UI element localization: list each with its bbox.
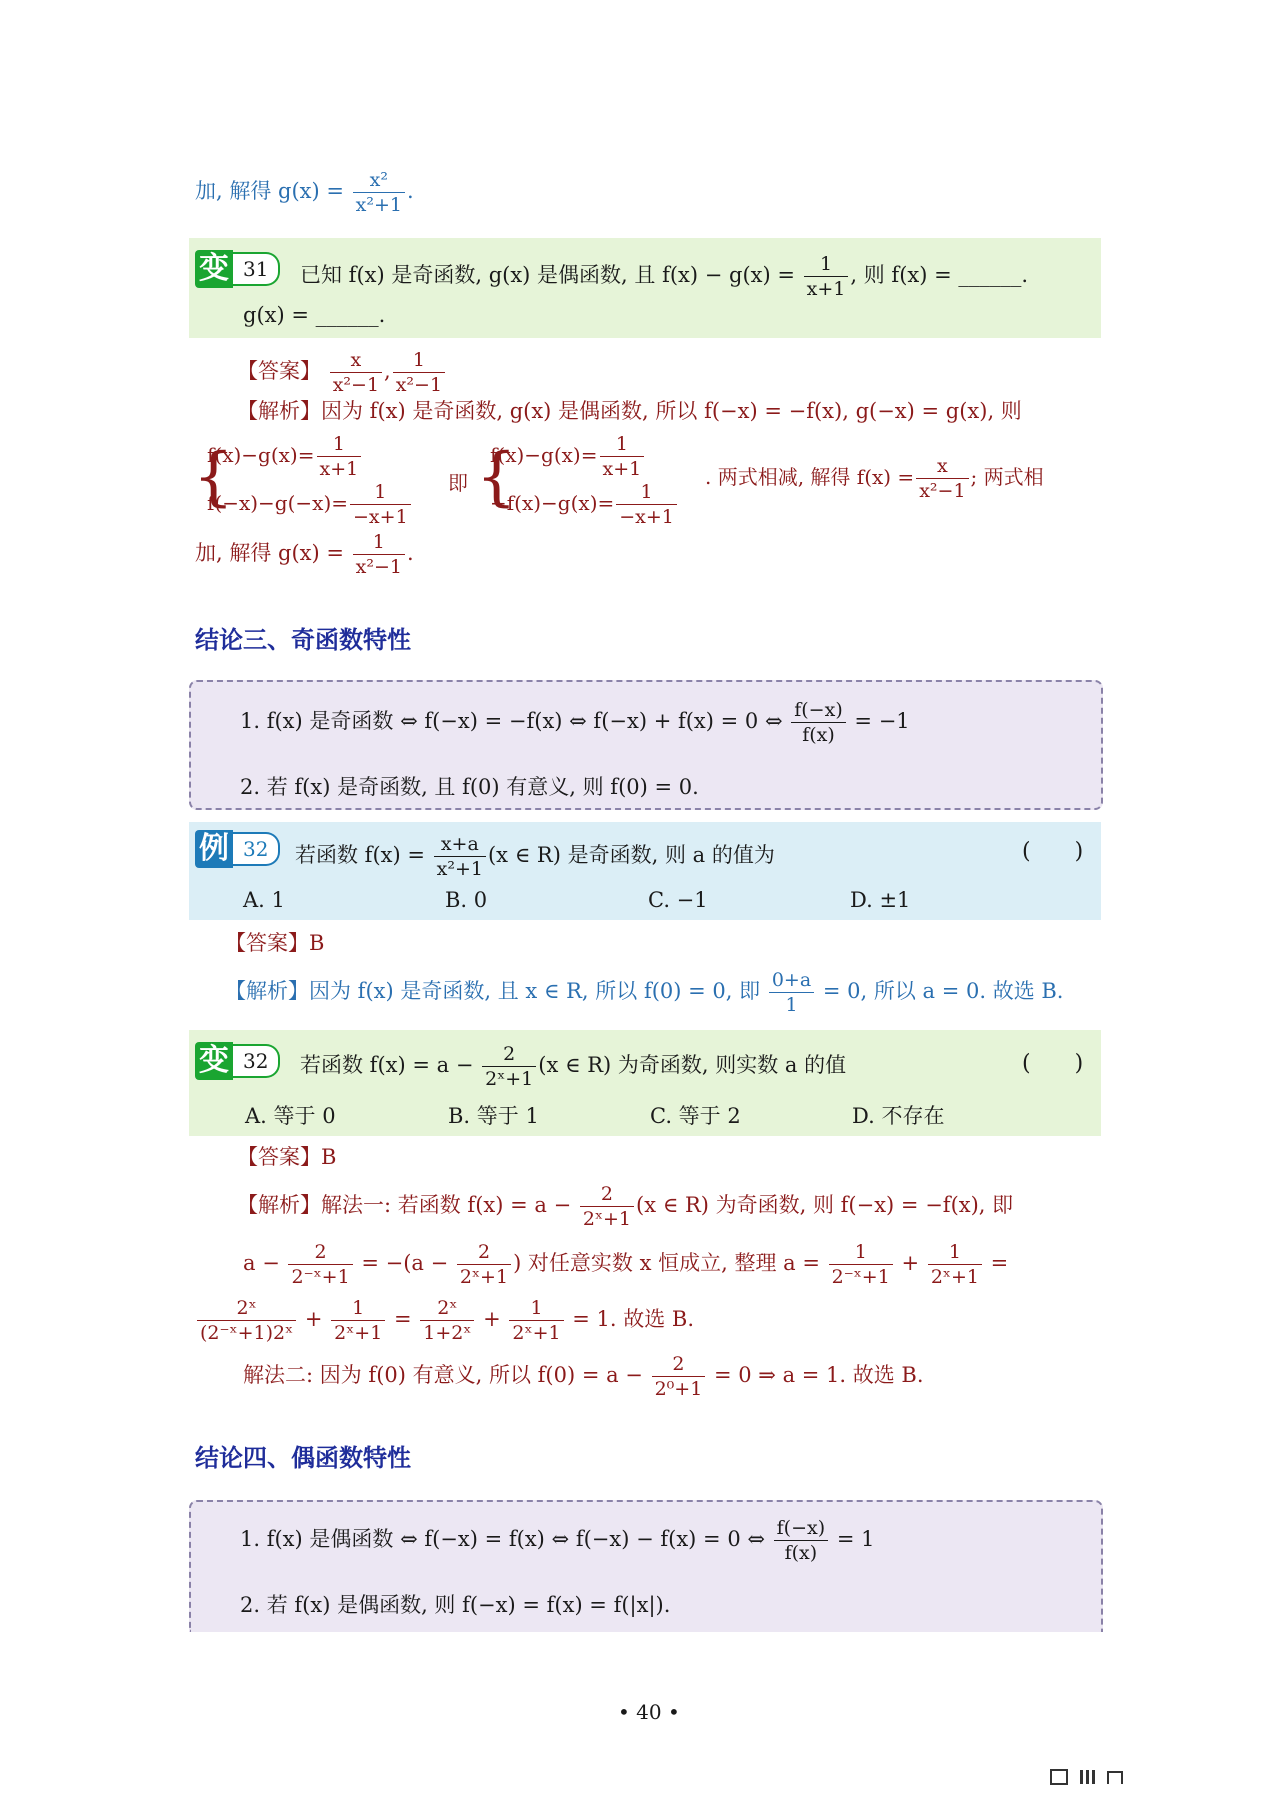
tag-number: 31 xyxy=(233,252,280,286)
fraction xyxy=(331,1296,385,1345)
denominator: x²−1 xyxy=(395,374,443,396)
solution-variant-32-line3 xyxy=(195,1296,694,1345)
denominator: 2ˣ+1 xyxy=(334,1322,383,1344)
image-toolbar[interactable] xyxy=(1048,1766,1126,1788)
answer-32 xyxy=(225,928,324,958)
numerator: 2 xyxy=(457,1240,511,1265)
text: . 两式相减, 解得 f(x) = xyxy=(705,465,915,489)
solution-31-tail xyxy=(195,530,414,579)
denominator: 2ˣ+1 xyxy=(582,1208,632,1230)
fraction xyxy=(791,698,846,747)
text: = 1. 故选 B. xyxy=(572,1307,695,1331)
text: 加, 解得 g(x) = xyxy=(195,541,344,565)
text: −f(x)−g(x)= xyxy=(490,491,615,515)
tag-char: 变 xyxy=(195,1042,233,1080)
fraction xyxy=(434,832,486,881)
text: f(−x)−g(−x)= xyxy=(207,491,349,515)
conclusion-3-line2: 2. 若 f(x) 是奇函数, 且 f(0) 有意义, 则 f(0) = 0. xyxy=(240,775,699,799)
numerator: 1 xyxy=(509,1296,563,1321)
answer-value: B xyxy=(309,931,325,955)
text: 加, 解得 g(x) = xyxy=(195,179,344,203)
option-b: B. 等于 1 xyxy=(448,1104,539,1128)
conclusion-4-line2: 2. 若 f(x) 是偶函数, 则 f(−x) = f(x) = f(|x|). xyxy=(240,1593,671,1617)
denominator: x²−1 xyxy=(355,556,402,578)
fraction xyxy=(652,1352,706,1401)
numerator: f(−x) xyxy=(774,1516,829,1541)
section-heading-4: 结论四、偶函数特性 xyxy=(195,1444,411,1472)
text: f(x)−g(x)= xyxy=(490,443,598,467)
fraction xyxy=(288,1240,352,1289)
text: , xyxy=(384,359,391,383)
variant-31-tag xyxy=(195,250,280,288)
numerator: x+a xyxy=(434,832,486,857)
denominator: 2⁻ˣ+1 xyxy=(831,1266,890,1288)
tag-char: 例 xyxy=(195,830,233,868)
page-number: • 40 • xyxy=(618,1700,680,1724)
denominator: x+1 xyxy=(602,458,642,480)
denominator: −x+1 xyxy=(353,506,408,528)
text: (x ∈ R) 是奇函数, 则 a 的值为 xyxy=(487,843,775,867)
numerator: 1 xyxy=(331,1296,385,1321)
text: 1. f(x) 是奇函数 ⇔ f(−x) = −f(x) ⇔ f(−x) + f(x) = 0 ⇔ xyxy=(240,709,783,733)
variant-31-question-line2: g(x) = ______. xyxy=(243,303,386,327)
text: 若函数 f(x) = xyxy=(295,843,425,867)
fraction xyxy=(317,432,362,481)
variant-32-tag xyxy=(195,1042,280,1080)
text: ; 两式相 xyxy=(970,465,1044,489)
fraction xyxy=(393,348,445,397)
text: ) 对任意实数 x 恒成立, 整理 a = xyxy=(513,1251,820,1275)
tag-char: 变 xyxy=(195,250,233,288)
denominator: 1+2ˣ xyxy=(423,1322,472,1344)
denominator: 1 xyxy=(785,994,798,1016)
fraction xyxy=(928,1240,982,1289)
fraction xyxy=(616,480,677,529)
brace-left-1: { xyxy=(193,440,234,514)
bars-icon[interactable] xyxy=(1076,1766,1098,1788)
fraction xyxy=(509,1296,563,1345)
denominator: x²+1 xyxy=(436,858,483,880)
text: 解法二: 因为 f(0) 有意义, 所以 f(0) = a − xyxy=(243,1363,643,1387)
numerator: 1 xyxy=(928,1240,982,1265)
system-2-eq-2 xyxy=(490,480,679,529)
numerator: 2 xyxy=(652,1352,706,1377)
option-a: A. 等于 0 xyxy=(245,1104,336,1128)
fraction xyxy=(774,1516,829,1565)
answer-31 xyxy=(237,348,447,397)
answer-value: B xyxy=(321,1145,337,1169)
denominator: x+1 xyxy=(319,458,359,480)
system-1-eq-2 xyxy=(207,480,413,529)
option-b: B. 0 xyxy=(445,888,488,912)
option-c: C. −1 xyxy=(648,888,708,912)
denominator: (2⁻ˣ+1)2ˣ xyxy=(200,1322,294,1344)
system-1-eq-1 xyxy=(207,432,363,481)
fraction xyxy=(457,1240,511,1289)
tag-number: 32 xyxy=(233,1044,280,1078)
example-32-tag xyxy=(195,830,280,868)
denominator: f(x) xyxy=(784,1542,818,1564)
denominator: x²−1 xyxy=(919,480,966,502)
answer-variant-32 xyxy=(237,1142,336,1172)
numerator: 1 xyxy=(353,530,405,555)
option-d: D. 不存在 xyxy=(852,1104,945,1128)
denominator: 2ˣ+1 xyxy=(485,1068,534,1090)
text: + xyxy=(483,1307,501,1331)
text: = −(a − xyxy=(361,1251,449,1275)
answer-label: 【答案】 xyxy=(237,1145,321,1169)
variant-32-question xyxy=(300,1042,846,1091)
numerator: x² xyxy=(353,168,405,193)
numerator: 1 xyxy=(804,252,849,277)
text: 1. f(x) 是偶函数 ⇔ f(−x) = f(x) ⇔ f(−x) − f(x) = 0 ⇔ xyxy=(240,1527,765,1551)
numerator: 2 xyxy=(580,1182,634,1207)
numerator: 1 xyxy=(350,480,411,505)
corner-icon[interactable] xyxy=(1104,1766,1126,1788)
denominator: x²−1 xyxy=(332,374,380,396)
denominator: 2ˣ+1 xyxy=(930,1266,979,1288)
solution-label: 【解析】 xyxy=(237,399,321,423)
denominator: −x+1 xyxy=(619,506,674,528)
text: + xyxy=(304,1307,323,1331)
solution-variant-32-line1 xyxy=(237,1182,1013,1231)
fraction xyxy=(916,454,968,503)
numerator: 1 xyxy=(829,1240,893,1265)
text: a − xyxy=(243,1251,280,1275)
text: = xyxy=(990,1251,1009,1275)
text: 解法一: 若函数 f(x) = a − xyxy=(321,1193,572,1217)
conclusion-3-line1 xyxy=(240,698,910,747)
prev-solution-tail xyxy=(195,168,414,217)
fraction xyxy=(829,1240,893,1289)
answer-blank: ( ) xyxy=(1022,839,1084,864)
denominator: 2⁻ˣ+1 xyxy=(291,1266,350,1288)
section-heading-3: 结论三、奇函数特性 xyxy=(195,626,411,654)
denominator: f(x) xyxy=(802,724,835,746)
fraction xyxy=(353,530,405,579)
example-32-question xyxy=(295,832,775,881)
numerator: 1 xyxy=(317,432,362,457)
fraction xyxy=(353,168,405,217)
solution-label: 【解析】 xyxy=(237,1193,321,1217)
answer-label: 【答案】 xyxy=(237,359,321,383)
fraction xyxy=(482,1042,536,1091)
numerator: 2ˣ xyxy=(420,1296,474,1321)
denominator: x+1 xyxy=(806,278,846,300)
fraction xyxy=(769,968,814,1017)
numerator: 1 xyxy=(600,432,645,457)
brace-left-2: { xyxy=(476,440,517,514)
text: . xyxy=(407,541,414,565)
text: . xyxy=(407,179,414,203)
solution-32 xyxy=(225,968,1063,1017)
denominator: x²+1 xyxy=(355,194,402,216)
conclusion-4-line1 xyxy=(240,1516,874,1565)
variant-31-question-line1 xyxy=(300,252,1028,301)
denominator: 2ˣ+1 xyxy=(512,1322,561,1344)
text: = 1 xyxy=(836,1527,875,1551)
fraction xyxy=(197,1296,296,1345)
solution-variant-32-line2 xyxy=(243,1240,1008,1289)
text: 即 xyxy=(448,471,468,495)
denominator: 2⁰+1 xyxy=(654,1378,703,1400)
fraction xyxy=(330,348,382,397)
text: = 0 ⇒ a = 1. 故选 B. xyxy=(714,1363,924,1387)
denominator: 2ˣ+1 xyxy=(459,1266,509,1288)
numerator: 2ˣ xyxy=(197,1296,296,1321)
text: 已知 f(x) 是奇函数, g(x) 是偶函数, 且 f(x) − g(x) = xyxy=(300,263,795,287)
numerator: 2 xyxy=(482,1042,536,1067)
text: = xyxy=(393,1307,412,1331)
fraction xyxy=(804,252,849,301)
system-2-eq-1 xyxy=(490,432,646,481)
fraction xyxy=(600,432,645,481)
numerator: 2 xyxy=(288,1240,352,1265)
text: f(x)−g(x)= xyxy=(207,443,315,467)
numerator: f(−x) xyxy=(791,698,846,723)
text: + xyxy=(901,1251,920,1275)
numerator: 1 xyxy=(393,348,445,373)
fraction xyxy=(580,1182,634,1231)
frame-icon[interactable] xyxy=(1048,1766,1070,1788)
numerator: x xyxy=(916,454,968,479)
answer-blank: ( ) xyxy=(1022,1051,1084,1076)
option-d: D. ±1 xyxy=(850,888,911,912)
fraction xyxy=(420,1296,474,1345)
text: = −1 xyxy=(854,709,910,733)
option-a: A. 1 xyxy=(243,888,285,912)
text: 因为 f(x) 是奇函数, 且 x ∈ R, 所以 f(0) = 0, 即 xyxy=(309,979,761,1003)
text: (x ∈ R) 为奇函数, 则实数 a 的值 xyxy=(538,1053,847,1077)
numerator: x xyxy=(330,348,382,373)
solution-label: 【解析】 xyxy=(225,979,309,1003)
solution-31-mid xyxy=(705,454,1044,503)
solution-31-line1 xyxy=(237,396,1022,426)
answer-label: 【答案】 xyxy=(225,931,309,955)
text: 若函数 f(x) = a − xyxy=(300,1053,474,1077)
text: 因为 f(x) 是奇函数, g(x) 是偶函数, 所以 f(−x) = −f(x), g(−x) = g(x), 则 xyxy=(321,399,1022,423)
option-c: C. 等于 2 xyxy=(650,1104,741,1128)
text: (x ∈ R) 为奇函数, 则 f(−x) = −f(x), 即 xyxy=(636,1193,1014,1217)
solution-variant-32-line4 xyxy=(243,1352,924,1401)
numerator: 0+a xyxy=(769,968,814,993)
tag-number: 32 xyxy=(233,832,280,866)
numerator: 1 xyxy=(616,480,677,505)
fraction xyxy=(350,480,411,529)
text: , 则 f(x) = ______. xyxy=(850,263,1029,287)
text: = 0, 所以 a = 0. 故选 B. xyxy=(822,979,1064,1003)
